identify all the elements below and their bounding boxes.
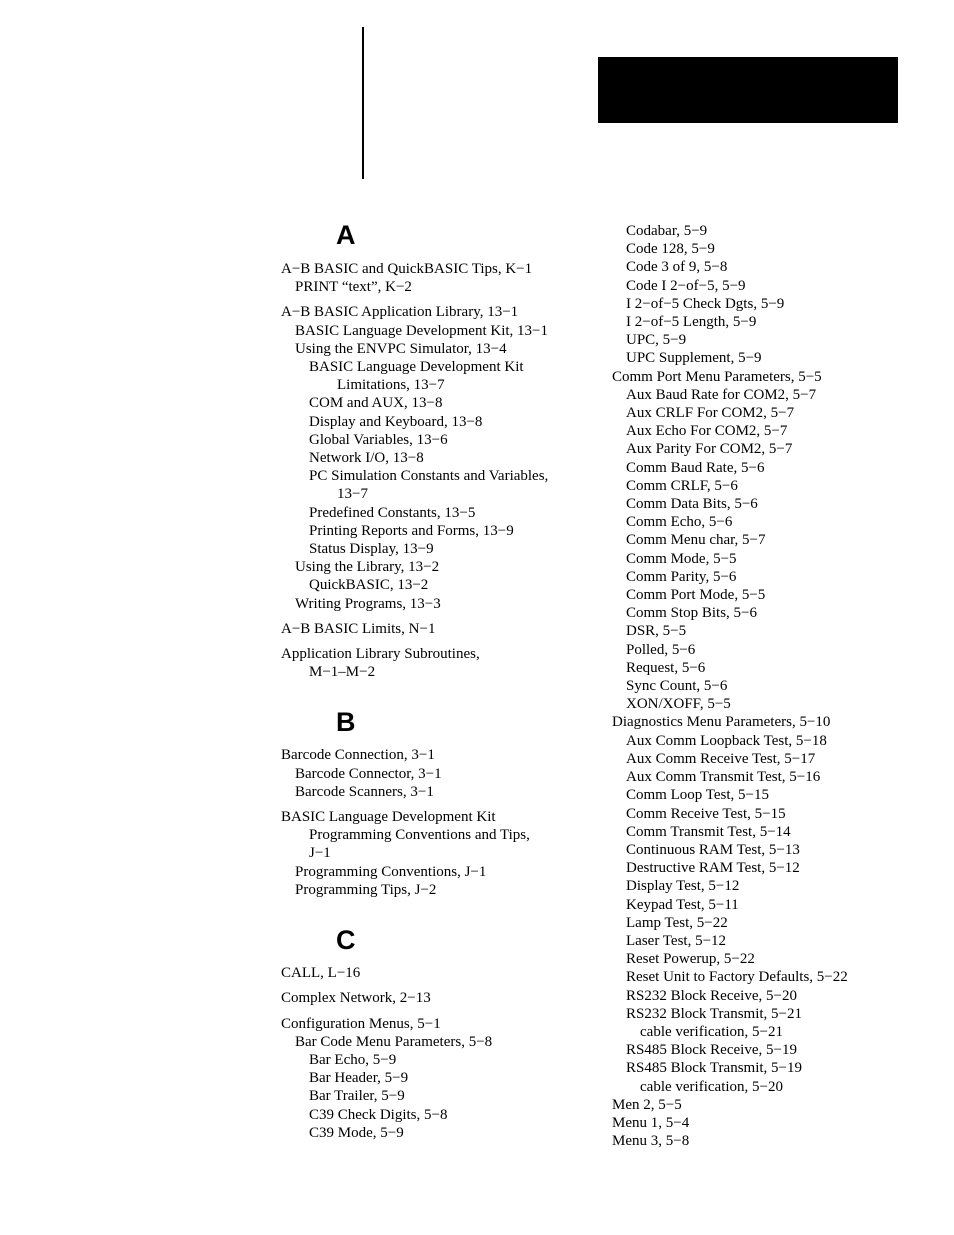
index-entry: RS485 Block Transmit, 5−19 <box>626 1060 802 1077</box>
index-entry: RS232 Block Receive, 5−20 <box>626 987 797 1004</box>
index-entry: Display Test, 5−12 <box>626 878 740 895</box>
index-entry: BASIC Language Development Kit <box>309 359 524 376</box>
index-entry: CALL, L−16 <box>281 965 361 982</box>
index-entry: Complex Network, 2−13 <box>281 990 431 1007</box>
index-entry: Programming Conventions, J−1 <box>295 863 487 880</box>
index-entry: I 2−of−5 Check Dgts, 5−9 <box>626 295 785 312</box>
index-entry: Codabar, 5−9 <box>626 223 708 239</box>
index-entry: Laser Test, 5−12 <box>626 932 727 949</box>
index-entry: J−1 <box>309 845 331 862</box>
index-entry: Status Display, 13−9 <box>309 541 434 558</box>
index-entry: Keypad Test, 5−11 <box>626 896 739 913</box>
index-entry: Network I/O, 13−8 <box>309 450 424 467</box>
index-entry: M−1–M−2 <box>309 664 376 681</box>
index-entry: RS232 Block Transmit, 5−21 <box>626 1005 802 1022</box>
index-entry: Using the Library, 13−2 <box>295 559 440 576</box>
index-entry: Code 3 of 9, 5−8 <box>626 259 728 276</box>
index-entry: XON/XOFF, 5−5 <box>626 696 731 713</box>
index-entry: Limitations, 13−7 <box>337 377 445 394</box>
index-entry: Bar Header, 5−9 <box>309 1070 409 1087</box>
index-entry: DSR, 5−5 <box>626 623 687 640</box>
index-entry: Printing Reports and Forms, 13−9 <box>309 522 514 539</box>
index-entry: Aux Comm Loopback Test, 5−18 <box>626 732 827 749</box>
index-entry: UPC, 5−9 <box>626 332 687 349</box>
index-entry: A−B BASIC Limits, N−1 <box>281 620 436 637</box>
index-entry: A−B BASIC Application Library, 13−1 <box>281 304 519 321</box>
index-entry: Request, 5−6 <box>626 659 706 676</box>
index-entry: Comm Stop Bits, 5−6 <box>626 605 757 622</box>
index-entry: Comm Baud Rate, 5−6 <box>626 459 765 476</box>
index-entry: UPC Supplement, 5−9 <box>626 350 762 367</box>
index-entry: Programming Tips, J−2 <box>295 881 437 898</box>
index-entry: PC Simulation Constants and Variables, <box>309 468 549 485</box>
index-entry: Comm Echo, 5−6 <box>626 514 733 531</box>
index-entry: Comm Receive Test, 5−15 <box>626 805 786 822</box>
index-entry: Display and Keyboard, 13−8 <box>309 413 483 430</box>
index-entry: Code I 2−of−5, 5−9 <box>626 277 746 294</box>
index-entry: Comm Menu char, 5−7 <box>626 532 766 549</box>
section-letter-c: C <box>336 925 356 956</box>
index-entry: C39 Check Digits, 5−8 <box>309 1106 448 1123</box>
index-entry: Bar Echo, 5−9 <box>309 1051 397 1068</box>
index-entry: Aux Echo For COM2, 5−7 <box>626 423 788 440</box>
index-entry: A−B BASIC and QuickBASIC Tips, K−1 <box>281 261 533 277</box>
index-entry: QuickBASIC, 13−2 <box>309 577 429 594</box>
index-entry: PRINT “text”, K−2 <box>295 279 412 296</box>
index-entry: Polled, 5−6 <box>626 641 696 658</box>
index-entry: Programming Conventions and Tips, <box>309 827 530 844</box>
index-entry: Application Library Subroutines, <box>281 646 480 663</box>
index-column-right <box>612 222 912 1150</box>
index-entry: Comm Port Menu Parameters, 5−5 <box>612 368 822 385</box>
index-entry: I 2−of−5 Length, 5−9 <box>626 314 757 331</box>
index-entry: Men 2, 5−5 <box>612 1096 682 1113</box>
index-entry: Lamp Test, 5−22 <box>626 914 728 931</box>
index-column-left <box>281 220 581 1142</box>
index-entry: Menu 3, 5−8 <box>612 1133 690 1150</box>
index-entry: Reset Powerup, 5−22 <box>626 951 755 968</box>
section-letter-b: B <box>336 707 356 738</box>
index-entry: BASIC Language Development Kit, 13−1 <box>295 322 549 339</box>
index-entry: Continuous RAM Test, 5−13 <box>626 841 800 858</box>
index-entry: Aux Baud Rate for COM2, 5−7 <box>626 386 817 403</box>
index-entry: Sync Count, 5−6 <box>626 678 728 695</box>
index-entry: Reset Unit to Factory Defaults, 5−22 <box>626 969 848 986</box>
index-entry: Aux Comm Receive Test, 5−17 <box>626 750 816 767</box>
index-entry: RS485 Block Receive, 5−19 <box>626 1042 797 1059</box>
index-entry: Bar Trailer, 5−9 <box>309 1088 405 1105</box>
index-entry: cable verification, 5−21 <box>640 1023 783 1040</box>
index-entry: Comm Loop Test, 5−15 <box>626 787 769 804</box>
index-entry: Bar Code Menu Parameters, 5−8 <box>295 1033 493 1050</box>
index-entry: Code 128, 5−9 <box>626 241 715 258</box>
index-entry: Barcode Connection, 3−1 <box>281 747 435 764</box>
index-entry: BASIC Language Development Kit <box>281 809 496 826</box>
index-entry: C39 Mode, 5−9 <box>309 1124 404 1141</box>
index-entry: cable verification, 5−20 <box>640 1078 783 1095</box>
index-entry: Aux Parity For COM2, 5−7 <box>626 441 793 458</box>
section-letter-a: A <box>336 220 356 250</box>
index-entry: Configuration Menus, 5−1 <box>281 1015 441 1032</box>
index-entry: Writing Programs, 13−3 <box>295 595 441 612</box>
index-entry: Comm Data Bits, 5−6 <box>626 496 758 513</box>
index-entry: Comm Port Mode, 5−5 <box>626 587 766 604</box>
index-entry: Comm CRLF, 5−6 <box>626 477 738 494</box>
index-entry: Barcode Scanners, 3−1 <box>295 783 434 800</box>
index-entry: Barcode Connector, 3−1 <box>295 765 442 782</box>
index-entry: Aux CRLF For COM2, 5−7 <box>626 405 795 422</box>
header-black-tab <box>598 57 898 123</box>
index-entry: COM and AUX, 13−8 <box>309 395 443 412</box>
index-entry: Predefined Constants, 13−5 <box>309 504 476 521</box>
header-vertical-rule <box>362 27 364 179</box>
index-entry: Using the ENVPC Simulator, 13−4 <box>295 340 507 357</box>
index-entry: Menu 1, 5−4 <box>612 1114 690 1131</box>
index-entry: Comm Mode, 5−5 <box>626 550 737 567</box>
index-entry: Comm Transmit Test, 5−14 <box>626 823 791 840</box>
index-entry: Destructive RAM Test, 5−12 <box>626 860 800 877</box>
index-entry: Comm Parity, 5−6 <box>626 568 737 585</box>
index-entry: Global Variables, 13−6 <box>309 431 448 448</box>
index-entry: 13−7 <box>337 486 368 503</box>
index-entry: Aux Comm Transmit Test, 5−16 <box>626 769 821 786</box>
index-entry: Diagnostics Menu Parameters, 5−10 <box>612 714 831 731</box>
